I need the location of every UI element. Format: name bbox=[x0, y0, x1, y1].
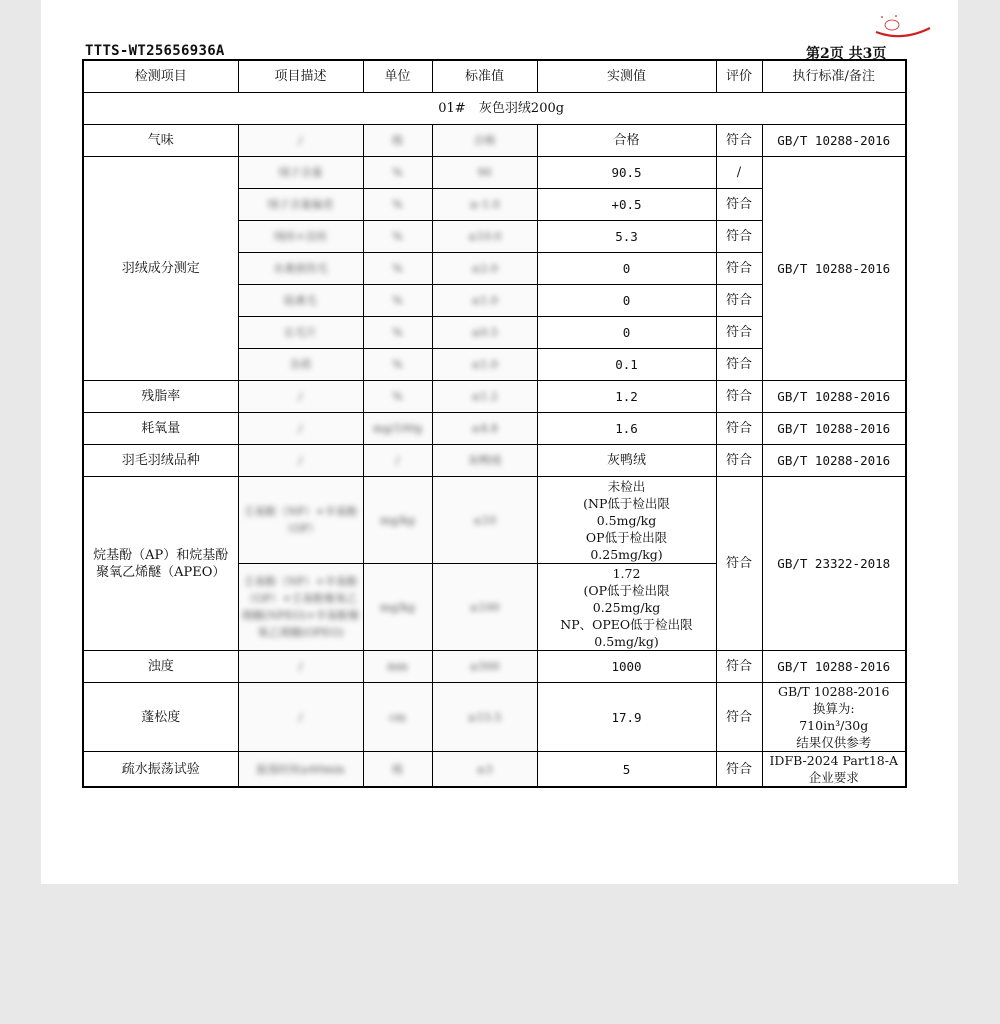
eval-cell: 符合 bbox=[716, 477, 762, 651]
eval-cell: 符合 bbox=[716, 752, 762, 788]
eval-cell: 符合 bbox=[716, 285, 762, 317]
measured-cell: 90.5 bbox=[537, 157, 716, 189]
table-row bbox=[83, 752, 906, 788]
std-cell: 90 bbox=[477, 166, 492, 179]
page-indicator: 第2页 共3页 bbox=[806, 46, 887, 62]
std-cell: ≤0.5 bbox=[471, 326, 498, 339]
eval-cell: 符合 bbox=[716, 189, 762, 221]
unit-cell: mg/kg bbox=[380, 600, 415, 614]
table-row bbox=[83, 157, 906, 189]
item-cell: 羽绒成分测定 bbox=[83, 157, 238, 381]
note-cell: GB/T 10288-2016 bbox=[762, 651, 906, 683]
eval-cell: 符合 bbox=[716, 349, 762, 381]
eval-cell: 符合 bbox=[716, 381, 762, 413]
measured-cell: 1.72 (OP低于检出限 0.25mg/kg NP、OPEO低于检出限 0.5mg/kg) bbox=[537, 564, 716, 651]
item-cell: 气味 bbox=[83, 125, 238, 157]
note-cell: GB/T 10288-2016 bbox=[762, 125, 906, 157]
table-row bbox=[83, 445, 906, 477]
desc-cell: 绒子含量 bbox=[278, 166, 323, 179]
unit-cell: % bbox=[392, 166, 403, 179]
col-header-measured: 实测值 bbox=[537, 60, 716, 93]
measured-cell: 5.3 bbox=[537, 221, 716, 253]
std-cell: ≤1.0 bbox=[471, 358, 498, 371]
measured-cell: 1.2 bbox=[537, 381, 716, 413]
measured-cell: 1000 bbox=[537, 651, 716, 683]
unit-cell: 级 bbox=[392, 134, 403, 147]
measured-cell: 17.9 bbox=[537, 683, 716, 752]
measured-cell: 0 bbox=[537, 253, 716, 285]
item-cell: 浊度 bbox=[83, 651, 238, 683]
measured-cell: 合格 bbox=[537, 125, 716, 157]
std-cell: ≥500 bbox=[469, 660, 500, 673]
item-cell: 羽毛羽绒品种 bbox=[83, 445, 238, 477]
col-header-note: 执行标准/备注 bbox=[762, 60, 906, 93]
std-cell: ≥-1.0 bbox=[469, 198, 500, 211]
col-header-std: 标准值 bbox=[432, 60, 537, 93]
eval-cell: 符合 bbox=[716, 683, 762, 752]
std-cell: ≤10.0 bbox=[467, 230, 502, 243]
eval-cell: 符合 bbox=[716, 413, 762, 445]
table-row bbox=[83, 683, 906, 752]
item-cell: 烷基酚（AP）和烷基酚聚氧乙烯醚（APEO） bbox=[83, 477, 238, 651]
note-cell: GB/T 10288-2016 bbox=[762, 157, 906, 381]
std-cell: ≥3 bbox=[476, 762, 493, 776]
item-cell: 蓬松度 bbox=[83, 683, 238, 752]
unit-cell: cm bbox=[389, 710, 406, 724]
note-cell: GB/T 10288-2016 bbox=[762, 445, 906, 477]
measured-cell: 0 bbox=[537, 317, 716, 349]
table-row bbox=[83, 413, 906, 445]
desc-cell: / bbox=[298, 422, 303, 435]
table-row bbox=[83, 651, 906, 683]
note-cell: GB/T 10288-2016 bbox=[762, 413, 906, 445]
std-cell: ≥15.5 bbox=[467, 710, 502, 724]
eval-cell: 符合 bbox=[716, 445, 762, 477]
std-cell: ≤1.0 bbox=[471, 294, 498, 307]
sample-name: 灰色羽绒200g bbox=[478, 101, 565, 116]
measured-cell: 1.6 bbox=[537, 413, 716, 445]
desc-cell: 绒丝+羽丝 bbox=[273, 230, 328, 243]
measured-cell: 灰鸭绒 bbox=[537, 445, 716, 477]
note-cell: GB/T 23322-2018 bbox=[762, 477, 906, 651]
desc-cell: / bbox=[298, 454, 303, 467]
unit-cell: % bbox=[392, 326, 403, 339]
desc-cell: 振荡时间≥60min bbox=[256, 762, 345, 776]
desc-cell: / bbox=[298, 710, 303, 724]
report-number: TTTS-WT25656936A bbox=[85, 43, 225, 59]
std-cell: ≤2.0 bbox=[471, 262, 498, 275]
std-cell: 合格 bbox=[473, 134, 496, 147]
std-cell: ≤1.2 bbox=[471, 390, 498, 403]
item-cell: 残脂率 bbox=[83, 381, 238, 413]
unit-cell: mm bbox=[387, 660, 408, 673]
unit-cell: % bbox=[392, 390, 403, 403]
eval-cell: 符合 bbox=[716, 253, 762, 285]
std-cell: 灰鸭绒 bbox=[468, 454, 501, 467]
col-header-eval: 评价 bbox=[716, 60, 762, 93]
red-stamp-mark bbox=[874, 12, 934, 40]
std-cell: ≤100 bbox=[469, 600, 500, 614]
desc-cell: 陆禽毛 bbox=[284, 294, 317, 307]
eval-cell: 符合 bbox=[716, 651, 762, 683]
desc-cell: 绒子含量偏差 bbox=[267, 198, 334, 211]
unit-cell: 级 bbox=[392, 762, 403, 776]
unit-cell: % bbox=[392, 358, 403, 371]
unit-cell: / bbox=[395, 454, 400, 467]
unit-cell: % bbox=[392, 230, 403, 243]
std-cell: ≤10 bbox=[472, 513, 497, 527]
measured-cell: 0.1 bbox=[537, 349, 716, 381]
desc-cell: / bbox=[298, 134, 303, 147]
desc-cell: 长毛片 bbox=[284, 326, 317, 339]
desc-cell: 壬基酚（NP）+辛基酚（OP）+壬基酚聚氧乙烯醚(NPEO)+辛基酚聚氧乙烯醚(OPEO) bbox=[241, 575, 360, 639]
desc-cell: 杂质 bbox=[289, 358, 312, 371]
eval-cell: 符合 bbox=[716, 317, 762, 349]
table-header-row bbox=[83, 60, 906, 93]
note-cell: GB/T 10288-2016 换算为: 710in³/30g 结果仅供参考 bbox=[762, 683, 906, 752]
desc-cell: 水禽损伤毛 bbox=[273, 262, 328, 275]
unit-cell: % bbox=[392, 198, 403, 211]
eval-cell: 符合 bbox=[716, 221, 762, 253]
desc-cell: / bbox=[298, 390, 303, 403]
eval-cell: 符合 bbox=[716, 125, 762, 157]
table-row bbox=[83, 477, 906, 564]
desc-cell: 壬基酚（NP）+辛基酚（OP） bbox=[243, 505, 358, 535]
item-cell: 耗氧量 bbox=[83, 413, 238, 445]
sample-row bbox=[83, 93, 906, 125]
measured-cell: 0 bbox=[537, 285, 716, 317]
measured-cell: +0.5 bbox=[537, 189, 716, 221]
col-header-item: 检测项目 bbox=[83, 60, 238, 93]
table-row bbox=[83, 125, 906, 157]
sample-id: 01# bbox=[438, 101, 466, 116]
col-header-desc: 项目描述 bbox=[238, 60, 363, 93]
item-cell: 疏水振荡试验 bbox=[83, 752, 238, 788]
eval-cell: / bbox=[716, 157, 762, 189]
unit-cell: mg/kg bbox=[380, 513, 415, 527]
table-row bbox=[83, 381, 906, 413]
desc-cell: / bbox=[298, 660, 303, 673]
measured-cell: 未检出 (NP低于检出限 0.5mg/kg OP低于检出限 0.25mg/kg) bbox=[537, 477, 716, 564]
unit-cell: mg/100g bbox=[372, 422, 423, 435]
measured-cell: 5 bbox=[537, 752, 716, 788]
note-cell: GB/T 10288-2016 bbox=[762, 381, 906, 413]
test-results-table bbox=[82, 59, 907, 788]
col-header-unit: 单位 bbox=[363, 60, 432, 93]
unit-cell: % bbox=[392, 294, 403, 307]
note-cell: IDFB-2024 Part18-A 企业要求 bbox=[762, 752, 906, 788]
std-cell: ≤4.8 bbox=[471, 422, 498, 435]
unit-cell: % bbox=[392, 262, 403, 275]
